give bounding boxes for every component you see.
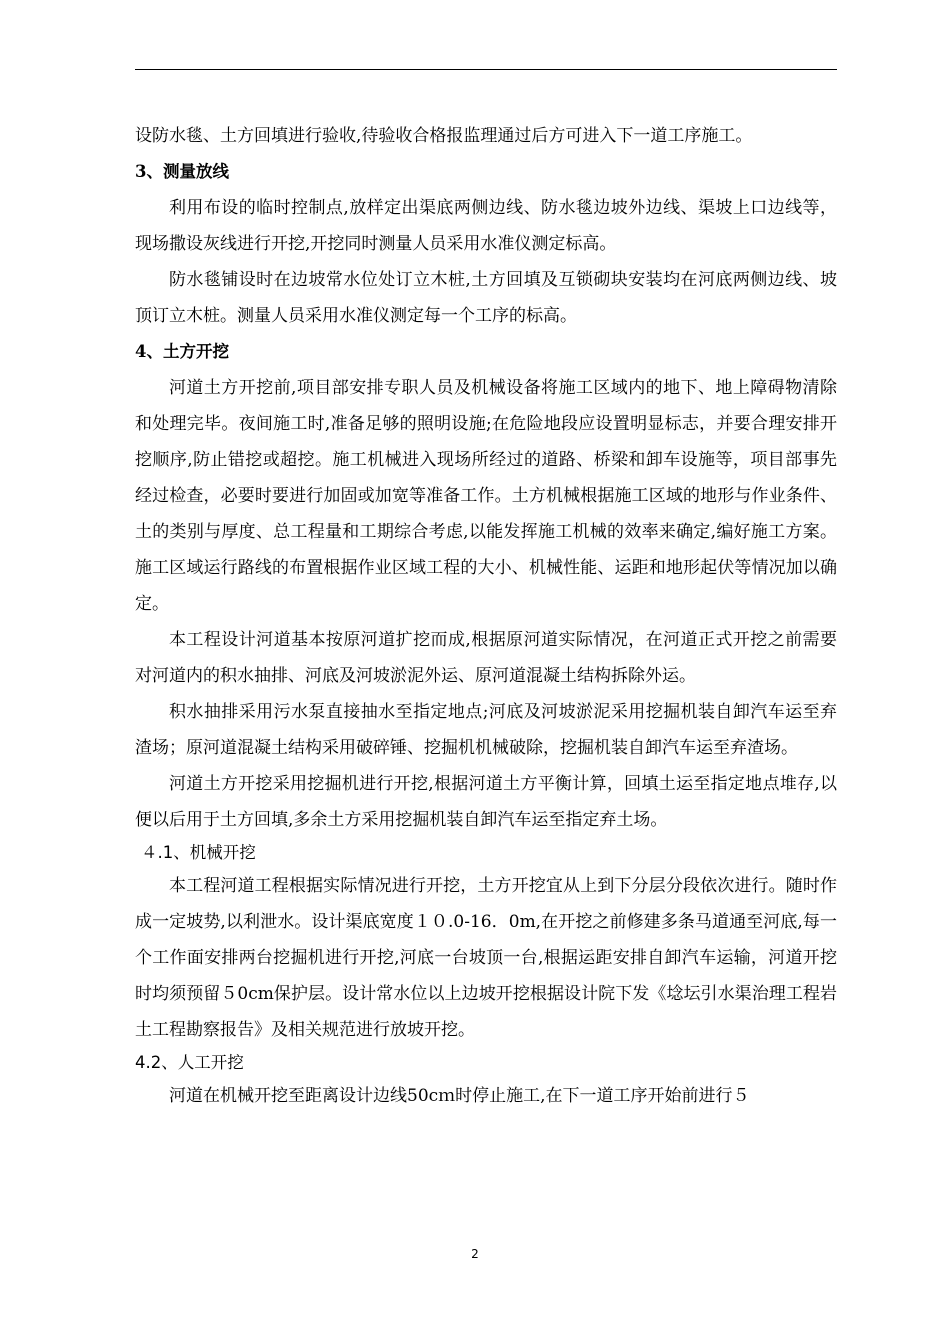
subsection-heading-mechanical: ４.1、机械开挖 (141, 843, 256, 862)
paragraph-continuation: 设防水毯、土方回填进行验收,待验收合格报监理通过后方可进入下一道工序施工。 (135, 126, 753, 146)
paragraph: 本工程设计河道基本按原河道扩挖而成,根据原河道实际情况，在河道正式开挖之前需要对河道内的积水抽排、河底及河坡淤泥外运、原河道混凝土结构拆除外运。 (135, 630, 837, 686)
paragraph: 防水毯铺设时在边坡常水位处订立木桩,土方回填及互锁砌块安装均在河底两侧边线、坡顶订立木桩。测量人员采用水准仪测定每一个工序的标高。 (135, 270, 837, 326)
paragraph: 河道土方开挖前,项目部安排专职人员及机械设备将施工区域内的地下、地上障碍物清除和处理完毕。夜间施工时,准备足够的照明设施;在危险地段应设置明显标志，并要合理安排开挖顺序,防止错挖或超挖。施工机械进入现场所经过的道路、桥梁和卸车设施等，项目部事先经过检查，必要时要进行加固或加宽等准备工作。土方机械根据施工区域的地形与作业条件、土的类别与厚度、总工程量和工期综合考虑,以能发挥施工机械的效率来确定,编好施工方案。施工区域运行路线的布置根据作业区域工程的大小、机械性能、运距和地形起伏等情况加以确定。 (135, 378, 837, 614)
section-heading-earthwork: 4、土方开挖 (135, 342, 229, 361)
paragraph: 积水抽排采用污水泵直接抽水至指定地点;河底及河坡淤泥采用挖掘机装自卸汽车运至弃渣场；原河道混凝土结构采用破碎锤、挖掘机机械破除，挖掘机装自卸汽车运至弃渣场。 (135, 702, 837, 758)
paragraph: 河道土方开挖采用挖掘机进行开挖,根据河道土方平衡计算，回填土运至指定地点堆存,以便以后用于土方回填,多余土方采用挖掘机装自卸汽车运至指定弃土场。 (135, 774, 837, 830)
paragraph: 河道在机械开挖至距离设计边线50cｍ时停止施工,在下一道工序开始前进行５ (169, 1086, 750, 1106)
paragraph: 本工程河道工程根据实际情况进行开挖，土方开挖宜从上到下分层分段依次进行。随时作成一定坡势,以利泄水。设计渠底宽度１０.0-16．0m,在开挖之前修建多条马道通至河底,每一个工作面安排两台挖掘机进行开挖,河底一台坡顶一台,根据运距安排自卸汽车运输，河道开挖时均须预留５0cm保护层。设计常水位以上边坡开挖根据设计院下发《埝坛引水渠治理工程岩土工程勘察报告》及相关规范进行放坡开挖。 (135, 876, 837, 1040)
section-heading-survey: 3、测量放线 (135, 162, 229, 181)
paragraph: 利用布设的临时控制点,放样定出渠底两侧边线、防水毯边坡外边线、渠坡上口边线等，现场撒设灰线进行开挖,开挖同时测量人员采用水准仪测定标高。 (135, 198, 837, 254)
page-number: 2 (471, 1247, 479, 1261)
header-rule (135, 69, 837, 70)
document-body (135, 118, 837, 1114)
subsection-heading-manual: 4.2、人工开挖 (135, 1053, 244, 1072)
